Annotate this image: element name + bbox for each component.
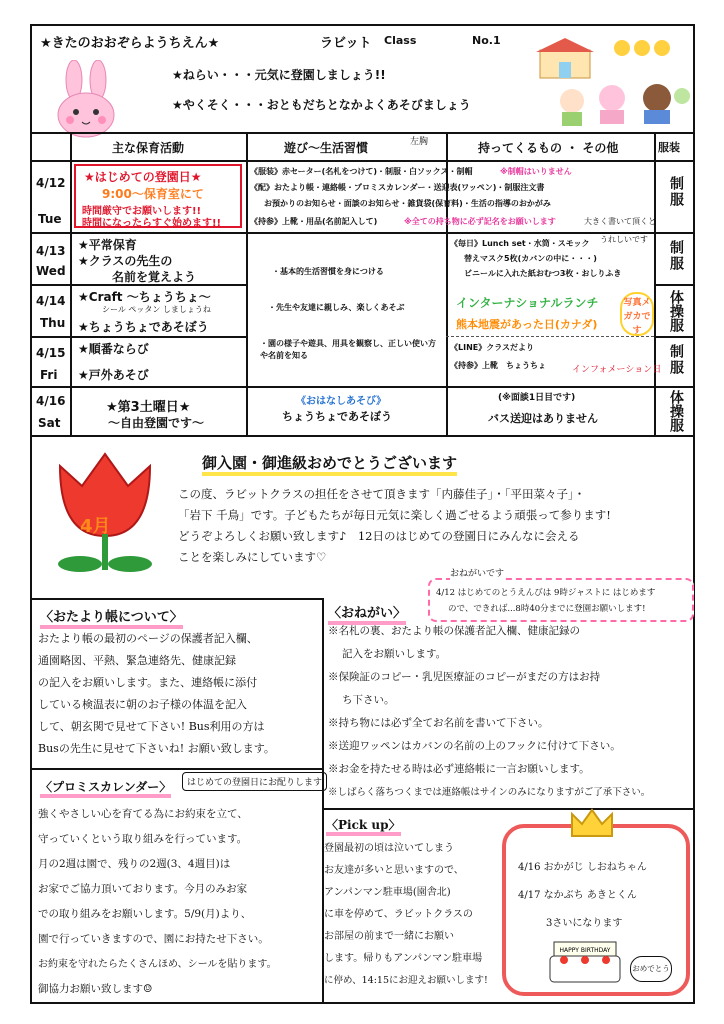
- date-0416: 4/16: [36, 394, 66, 408]
- first-day-time: 9:00～保育室にて: [102, 187, 204, 201]
- uniform-0416: 体操服: [668, 390, 684, 432]
- greeting-title-text: 御入園・御進級おめでとうございます: [202, 454, 457, 476]
- request-line-2: ので、できれば...8時40分までに登園お願いします!: [448, 604, 646, 614]
- story-play-title: ちょうちょであそぼう: [282, 410, 392, 423]
- promise-line-2: 守っていくという取り組みを行っています。: [38, 833, 248, 845]
- promise-line-6: 園で行っていきますので、園にお持たせ下さい。: [38, 933, 269, 945]
- promise-line-7: お約束を守れたらたくさんほめ、シールを貼ります。: [38, 959, 277, 970]
- activity-0415-1: ★順番ならび: [78, 342, 149, 356]
- distribution-list-2: お預かりのお知らせ・面談のお知らせ・雑貨袋(保育料)・生活の指導のおかがみ: [264, 199, 551, 208]
- cake-message: おめでとう: [630, 956, 672, 982]
- greeting-line-4: ことを楽しみにしています♡: [178, 550, 327, 564]
- onegai-line-2: 記入をお願いします。: [342, 648, 447, 660]
- pickup-body: [324, 838, 500, 992]
- pickup-line-2: お友達が多いと思いますので、: [324, 865, 464, 876]
- uniform-0412: 制服: [668, 176, 684, 208]
- otayori-body: [38, 628, 320, 760]
- day-thu: Thu: [40, 316, 66, 330]
- otayori-line-2: 通園略図、平熱、緊急連絡先、健康記録: [38, 654, 236, 667]
- intl-lunch-title: インターナショナルランチ: [456, 296, 599, 310]
- uniform-0414: 体操服: [668, 290, 684, 332]
- otayori-line-5: して、朝玄関で見せて下さい! Bus利用の方は: [38, 720, 265, 733]
- pickup-line-7: に停め、14:15にお迎えお願いします!: [324, 975, 488, 986]
- info-day: インフォメーション日: [572, 365, 662, 375]
- play-goal-2: ・先生や友達に親しみ、楽しくあそぶ: [268, 303, 405, 312]
- crown-icon: [568, 806, 616, 840]
- promise-line-3: 月の2週は園で、残りの2週(3、4週目)は: [38, 858, 231, 870]
- otayori-line-6: Busの先生に見せて下さいね! お願い致します。: [38, 742, 275, 755]
- date-0415: 4/15: [36, 346, 66, 360]
- header-play-note: 左胸: [410, 137, 429, 147]
- month-label: 4月: [80, 516, 111, 537]
- greeting-line-3: どうぞよろしくお願い致します♪ 12日のはじめての登園日にみんなに会える: [178, 529, 580, 543]
- pickup-line-5: お部屋の前まで一緒にお願い: [324, 931, 454, 942]
- promise-cal-title-text: 〈プロミスカレンダー〉: [40, 780, 171, 798]
- class-label: Class: [384, 34, 417, 47]
- interview-note: (※面談1日目です): [498, 393, 576, 403]
- daily-items-3: ビニールに入れた紙おむつ3枚・おしりふき: [464, 269, 622, 278]
- otayori-title-text: 〈おたより帳について〉: [40, 610, 183, 629]
- cake-banner: HAPPY BIRTHDAY: [559, 947, 611, 954]
- bring-items: 《持参》上靴・用品(名前記入して): [250, 217, 378, 226]
- distribution-list: 《配》おたより帳・連絡帳・プロミスカレンダー・送迎表(ワッペン)・制服注文書: [250, 183, 545, 192]
- onegai-line-1: ※名札の裏、おたより帳の保護者記入欄、健康記録の: [328, 625, 580, 637]
- birthday-line-2: 4/17 なかぶち あきとくん: [518, 890, 637, 901]
- first-day-request-box: [428, 569, 694, 622]
- date-0412: 4/12: [36, 176, 66, 190]
- aim-text: ★ねらい・・・元気に登園しましょう!!: [172, 68, 386, 82]
- date-0413: 4/13: [36, 244, 66, 258]
- onegai-line-5: ※持ち物には必ず全てお名前を書いて下さい。: [328, 717, 549, 729]
- line-note: 《LINE》クラスだより: [450, 343, 534, 352]
- onegai-line-6: ※送迎ワッペンはカバンの名前の上のフックに付けて下さい。: [328, 740, 621, 752]
- onegai-line-8: ※しばらく落ちつくまでは連絡帳はサインのみになりますがご了承下さい。: [328, 787, 651, 798]
- newsletter-page: [30, 24, 695, 1004]
- promise-cal-aside: はじめての登園日にお配りします: [182, 772, 327, 791]
- no-cap-note: ※制帽はいりません: [500, 167, 572, 176]
- activity-0413-2: ★クラスの先生の: [78, 254, 173, 268]
- onegai-title: [328, 602, 406, 621]
- pickup-line-3: アンパンマン駐車場(園舎北): [324, 887, 451, 898]
- otayori-line-3: の記入をお願いします。また、連絡帳に添付: [38, 676, 258, 689]
- request-head: おねがいです: [450, 569, 505, 579]
- day-wed: Wed: [36, 264, 66, 278]
- rabbit-icon: [46, 60, 126, 140]
- pickup-line-1: 登園最初の頃は泣いてしまう: [324, 843, 454, 854]
- kids-illustration-icon: [532, 36, 692, 128]
- birthday-line-3: 3さいになります: [546, 918, 623, 929]
- activity-0415-2: ★戸外あそび: [78, 368, 149, 382]
- day-sat: Sat: [38, 416, 61, 430]
- uniform-note: 《服装》赤セーター(名札をつけて)・制服・白ソックス・制帽: [250, 167, 473, 176]
- first-day-note2: 時間になったらすぐ始めます!!: [82, 218, 222, 229]
- activity-0413-1: ★平常保育: [78, 238, 137, 252]
- school-name: ★きたのおおぞらようちえん★: [40, 36, 220, 51]
- onegai-line-3: ※保険証のコピー・乳児医療証のコピーがまだの方はお持: [328, 671, 601, 683]
- promise-cal-title: [40, 778, 171, 795]
- pickup-line-4: に車を停めて、ラビットクラスの: [324, 909, 473, 920]
- uniform-0415: 制服: [668, 344, 684, 376]
- daily-note: うれしいです: [600, 235, 648, 244]
- header-play: 遊び～生活習慣: [284, 141, 369, 155]
- day-tue: Tue: [38, 212, 62, 226]
- photo-note: 写真メガカです: [620, 292, 654, 336]
- promise-line-4: お家でご協力頂いております。今月のみお家: [38, 883, 248, 895]
- cake-icon: [540, 934, 630, 988]
- first-day-note1: 時間厳守でお願いします!!: [82, 206, 202, 217]
- request-line-1: 4/12 はじめてのとうえんびは 9時ジャストに はじめます: [436, 588, 656, 598]
- activity-0413-3: 名前を覚えよう: [112, 270, 197, 284]
- birthday-line-1: 4/16 おかがじ しおねちゃん: [518, 862, 647, 873]
- greeting-line-1: この度、ラビットクラスの担任をさせて頂きます「内藤佳子」・「平田菜々子」・: [178, 487, 586, 501]
- play-goal-1: ・基本的生活習慣を身につける: [272, 267, 384, 276]
- activity-0416-1: ★第3土曜日★: [106, 400, 191, 415]
- intl-lunch-place: 熊本地震があった日(カナダ): [456, 318, 598, 331]
- first-day-title: ★はじめての登園日★: [84, 170, 202, 184]
- onegai-line-7: ※お金を持たせる時は必ず連絡帳に一言お願いします。: [328, 763, 590, 775]
- header-uniform: 服装: [658, 141, 680, 154]
- activity-0414-1: ★Craft ～ちょうちょ～: [78, 290, 211, 304]
- header-main-activity: 主な保育活動: [112, 141, 185, 155]
- promise-line-1: 強くやさしい心を育てる為にお約束を立て、: [38, 808, 248, 820]
- promise-cal-body: [38, 802, 320, 1002]
- no-bus-note: バス送迎はありません: [488, 412, 598, 425]
- activity-0414-2: シール ペッタン しましょうね: [102, 305, 211, 314]
- greeting-title: [202, 452, 457, 473]
- activity-0414-3: ★ちょうちょであそぼう: [78, 320, 209, 334]
- daily-items: 《毎日》Lunch set・水筒・スモック: [450, 239, 590, 248]
- onegai-list: [328, 620, 694, 804]
- issue-number: No.1: [472, 34, 501, 47]
- activity-0416-2: ～自由登園です～: [108, 416, 205, 430]
- story-play-label: 《おはなしあそび》: [296, 396, 387, 407]
- pickup-title: [326, 816, 401, 833]
- header-bring: 持ってくるもの ・ その他: [478, 141, 619, 155]
- play-goal-3: ・園の様子や遊具、用具を観察し、正しい使い方や名前を知る: [260, 339, 436, 360]
- otayori-line-1: おたより帳の最初のページの保護者記入欄、: [38, 632, 258, 645]
- onegai-line-4: ち下さい。: [342, 694, 395, 706]
- pickup-line-6: します。帰りもアンパンマン駐車場: [324, 953, 483, 964]
- otayori-line-4: している検温表に朝のお子様の体温を記入: [38, 698, 247, 711]
- uniform-0413: 制服: [668, 240, 684, 272]
- name-label-note: ※全ての持ち物に必ず記名をお願いします: [404, 217, 556, 226]
- day-fri: Fri: [40, 368, 58, 382]
- write-large-note: 大きく書いて頂くと: [584, 217, 656, 226]
- date-0414: 4/14: [36, 294, 66, 308]
- promise-line-8: 御協力お願い致します☺: [38, 983, 153, 995]
- class-name: ラビット: [320, 36, 372, 51]
- onegai-title-text: 〈おねがい〉: [328, 606, 406, 625]
- greeting-body: [178, 484, 698, 568]
- pickup-title-text: 〈Pick up〉: [326, 818, 401, 836]
- shoes-note: 《持参》上靴 ちょうちょ: [450, 361, 546, 370]
- promise-line-5: での取り組みをお願いします。5/9(月)より、: [38, 908, 252, 920]
- daily-items-2: 替えマスク5枚(カバンの中に・・・): [464, 254, 597, 263]
- greeting-line-2: 「岩下 千鳥」です。子どもたちが毎日元気に楽しく過ごせるよう頑張って参ります!: [178, 508, 611, 522]
- otayori-title: [40, 606, 183, 625]
- promise-text: ★やくそく・・・おともだちとなかよくあそびましょう: [172, 98, 471, 112]
